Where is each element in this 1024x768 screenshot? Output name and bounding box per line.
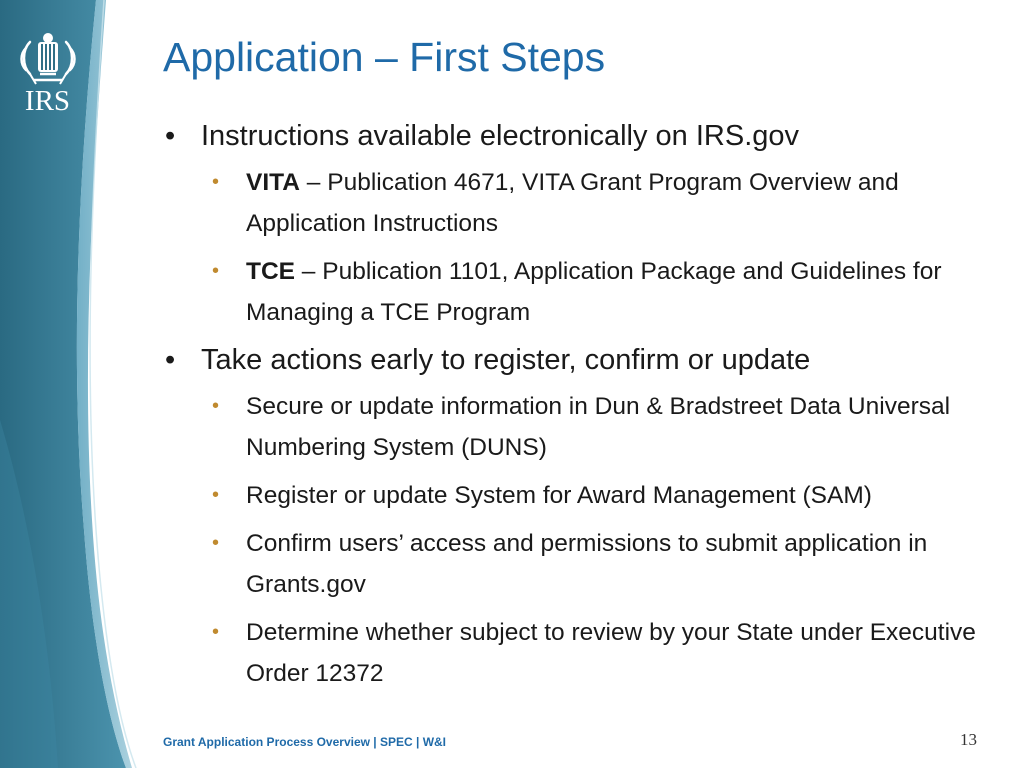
- bullet-text: Take actions early to register, confirm or update: [201, 344, 811, 376]
- slide-content: [163, 116, 993, 701]
- bullet-item: [163, 116, 993, 156]
- page-number: 13: [960, 730, 977, 749]
- sub-bullet-item: [163, 523, 993, 605]
- sub-bullet-text: Determine whether subject to review by your State under Executive Order 12372: [246, 619, 976, 687]
- slide-title: Application – First Steps: [163, 34, 606, 80]
- sub-bullet-dot-icon: •: [212, 532, 220, 554]
- bullet-dot-icon: •: [165, 120, 176, 152]
- sub-bullet-text: – Publication 4671, VITA Grant Program Overview and Application Instructions: [246, 169, 899, 237]
- program-name: TCE: [246, 258, 295, 285]
- program-name: VITA: [246, 169, 300, 196]
- irs-logo: [10, 30, 85, 116]
- sub-bullet-dot-icon: •: [212, 260, 220, 282]
- sub-bullet-item: [163, 475, 993, 516]
- sub-bullet-text: Register or update System for Award Management (SAM): [246, 482, 872, 509]
- sub-bullet-text: – Publication 1101, Application Package and Guidelines for Managing a TCE Program: [246, 258, 942, 326]
- sub-bullet-dot-icon: •: [212, 484, 220, 506]
- sub-bullet-item: [163, 162, 993, 244]
- sub-bullet-item: [163, 386, 993, 468]
- sub-bullet-text: Confirm users’ access and permissions to submit application in Grants.gov: [246, 530, 928, 598]
- sub-bullet-item: [163, 612, 993, 694]
- bullet-item: [163, 340, 993, 380]
- sub-bullet-dot-icon: •: [212, 171, 220, 193]
- bullet-dot-icon: •: [165, 344, 176, 376]
- sub-bullet-item: [163, 251, 993, 333]
- irs-logo-text: IRS: [24, 85, 71, 117]
- slide-footer: Grant Application Process Overview | SPEC | W&I: [163, 735, 447, 749]
- bullet-text: Instructions available electronically on IRS.gov: [201, 120, 800, 152]
- sub-bullet-text: Secure or update information in Dun & Bradstreet Data Universal Numbering System (DUNS): [246, 393, 951, 461]
- irs-eagle-icon: [16, 30, 80, 88]
- sub-bullet-dot-icon: •: [212, 621, 220, 643]
- sub-bullet-dot-icon: •: [212, 395, 220, 417]
